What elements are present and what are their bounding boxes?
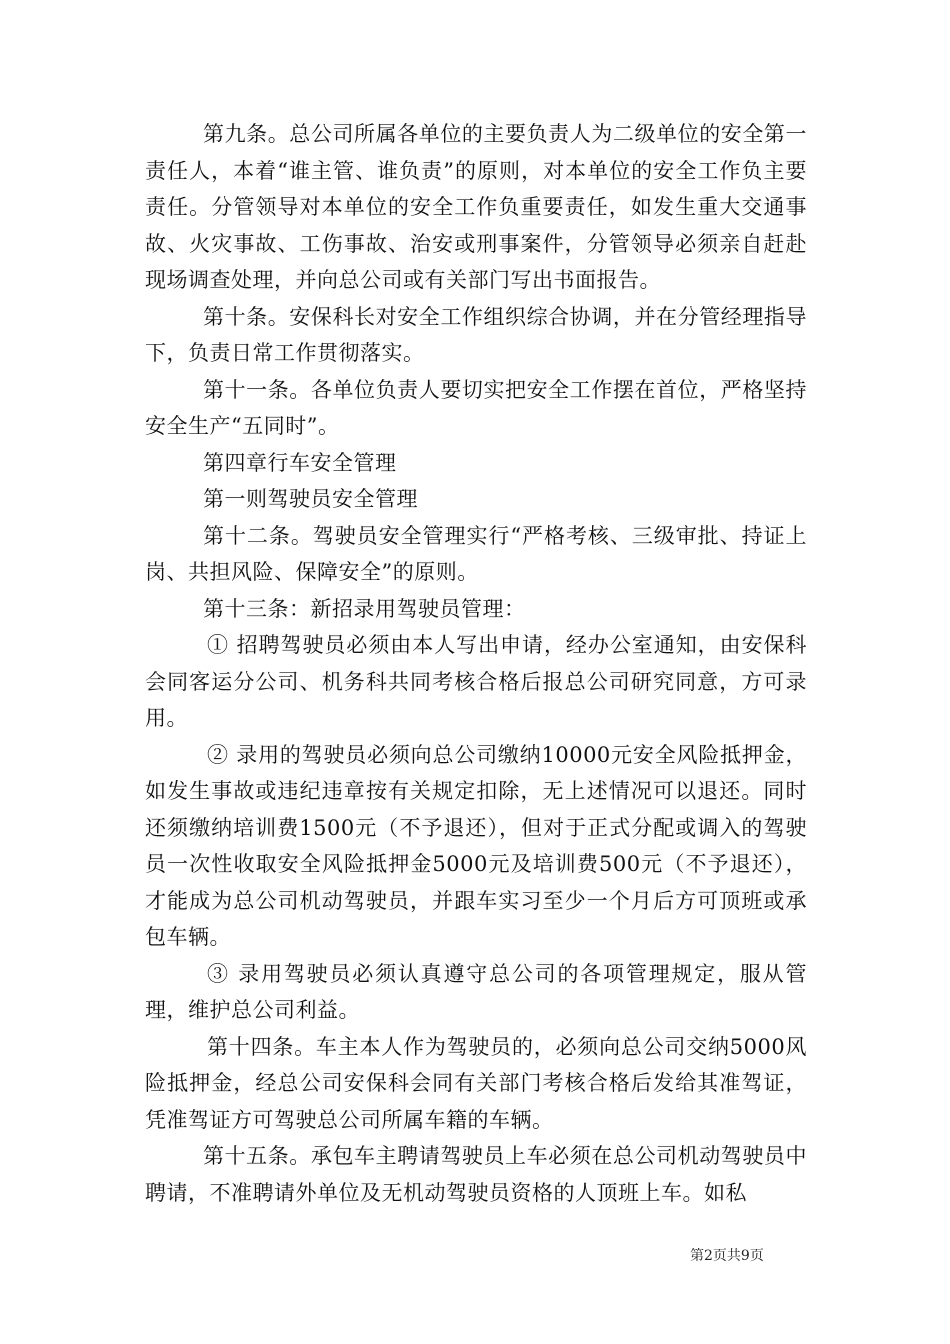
section-heading: 第一则驾驶员安全管理: [203, 487, 418, 511]
paragraph-article-12: 第十二条。驾驶员安全管理实行“严格考核、三级审批、持证上岗、共担风险、保障安全”的原则。: [145, 523, 807, 584]
chapter-heading: 第四章行车安全管理: [203, 450, 397, 475]
paragraph-article-15: 第十五条。承包车主聘请驾驶员上车必须在总公司机动驾驶员中聘请，不准聘请外单位及无机动驾驶员资格的人顶班上车。如私: [145, 1144, 807, 1205]
list-item-1: ① 招聘驾驶员必须由本人写出申请，经办公室通知，由安保科会同客运分公司、机务科共同考核合格后报总公司研究同意，方可录用。: [145, 633, 807, 730]
paragraph-article-14: 第十四条。车主本人作为驾驶员的，必须向总公司交纳5000风险抵押金，经总公司安保科会同有关部门考核合格后发给其准驾证，凭准驾证方可驾驶总公司所属车籍的车辆。: [145, 1034, 807, 1132]
page-number: 第2页共9页: [690, 1248, 764, 1264]
document-body: [145, 116, 807, 1211]
list-item-2: ② 录用的驾驶员必须向总公司缴纳10000元安全风险抵押金，如发生事故或违纪违章按有关规定扣除，无上述情况可以退还。同时还须缴纳培训费1500元（不予退还），但对于正式分配或调入的驾驶员一次性收取安全风险抵押金5000元及培训费500元（不予退还），才能成为总公司机动驾驶员，并跟车实习至少一个月后方可顶班或承包车辆。: [145, 742, 807, 949]
paragraph-article-11: 第十一条。各单位负责人要切实把安全工作摆在首位，严格坚持安全生产“五同时”。: [145, 377, 807, 438]
list-item-3: ③ 录用驾驶员必须认真遵守总公司的各项管理规定，服从管理，维护总公司利益。: [145, 961, 807, 1022]
paragraph-article-9: 第九条。总公司所属各单位的主要负责人为二级单位的安全第一责任人，本着“谁主管、谁负责”的原则，对本单位的安全工作负主要责任。分管领导对本单位的安全工作负重要责任，如发生重大交通事故、火灾事故、工伤事故、治安或刑事案件，分管领导必须亲自赶赴现场调查处理，并向总公司或有关部门写出书面报告。: [145, 122, 807, 292]
paragraph-article-10: 第十条。安保科长对安全工作组织综合协调，并在分管经理指导下，负责日常工作贯彻落实。: [145, 304, 807, 365]
paragraph-article-13: 第十三条：新招录用驾驶员管理：: [203, 596, 526, 621]
